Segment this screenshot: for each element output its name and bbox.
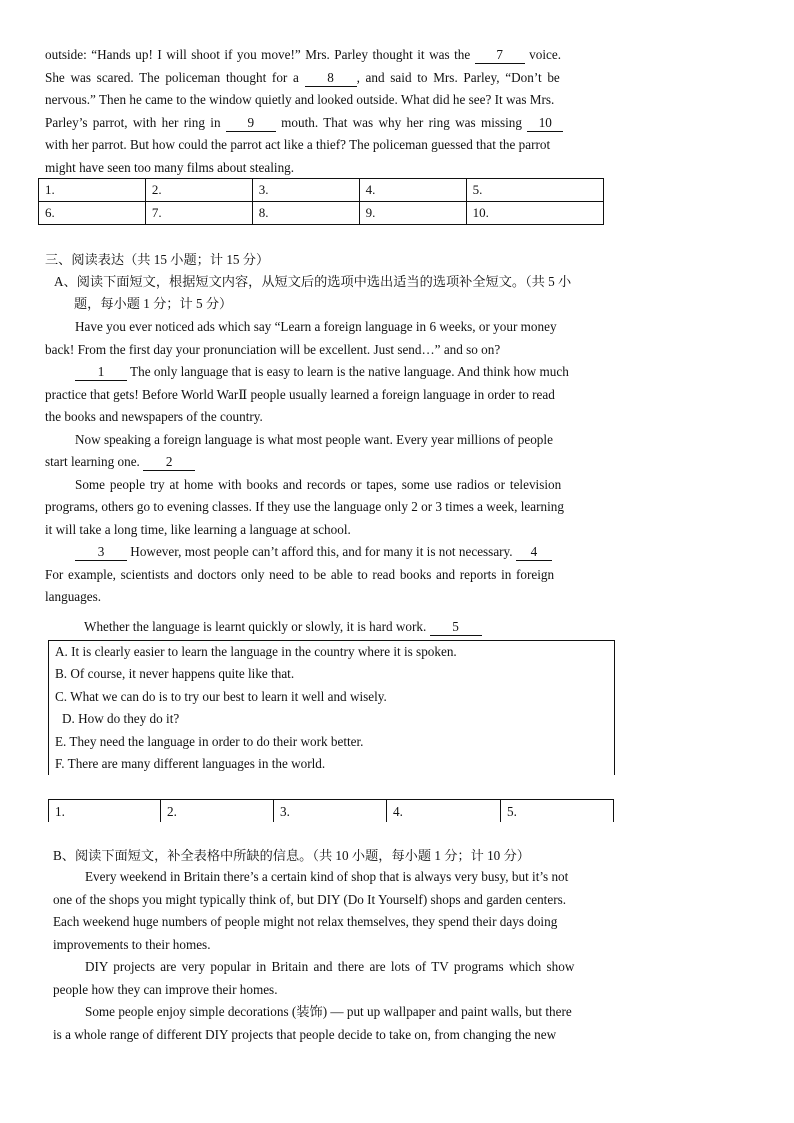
options-box xyxy=(48,640,615,775)
option-c: C. What we can do is to try our best to learn it well and wisely. xyxy=(55,689,387,704)
passage-line: practice that gets! Before World WarⅡ people usually learned a foreign language in order to read xyxy=(45,386,555,402)
passage-b xyxy=(53,866,651,1046)
passage-line: Now speaking a foreign language is what most people want. Every year millions of people xyxy=(75,431,553,447)
passage-line: Every weekend in Britain there’s a certain kind of shop that is always very busy, but it’s not xyxy=(85,869,569,884)
passage-line: improvements to their homes. xyxy=(53,936,211,952)
passage-end xyxy=(45,44,641,179)
answer-cell[interactable]: 2. xyxy=(160,800,272,822)
answer-cell[interactable]: 4. xyxy=(359,179,466,202)
blank-10[interactable]: 10 xyxy=(527,115,563,132)
passage-line: programs, others go to evening classes. If they use the language only 2 or 3 times a week, learning xyxy=(45,499,564,514)
passage-line: might have seen too many films about stealing. xyxy=(45,159,295,175)
passage-line: Each weekend huge numbers of people might not relax themselves, they spend their days doing xyxy=(53,914,558,929)
section-heading: 三、阅读表达（共 15 小题；计 15 分） xyxy=(45,252,270,267)
answer-table-1 xyxy=(38,178,604,225)
answer-cell[interactable]: 7. xyxy=(145,202,252,225)
blank-2[interactable]: 2 xyxy=(143,454,195,471)
option-e: E. They need the language in order to do their work better. xyxy=(55,734,364,749)
answer-cell[interactable]: 1. xyxy=(48,800,160,822)
passage-line: it will take a long time, like learning a language at school. xyxy=(45,521,351,537)
answer-cell[interactable]: 2. xyxy=(145,179,252,202)
answer-cell[interactable]: 3. xyxy=(273,800,385,822)
answer-cell[interactable]: 6. xyxy=(39,202,146,225)
passage-line: She was scared. The policeman thought for a 8 , and said to Mrs. Parley, “Don’t be xyxy=(45,69,560,85)
part-a-instruction-cont: 题，每小题 1 分；计 5 分） xyxy=(74,296,233,311)
passage-line: with her parrot. But how could the parrot act like a thief? The policeman guessed that the parrot xyxy=(45,137,551,152)
passage-line: For example, scientists and doctors only need to be able to read books and reports in foreign xyxy=(45,566,555,582)
passage-line: nervous.” Then he came to the window quietly and looked outside. What did he see? It was Mrs. xyxy=(45,92,555,107)
answer-cell[interactable]: 10. xyxy=(466,202,603,225)
part-a-instruction: A、阅读下面短文，根据短文内容，从短文后的选项中选出适当的选项补全短文。（共 5 小 xyxy=(54,274,572,289)
answer-table-2 xyxy=(48,799,614,822)
blank-7[interactable]: 7 xyxy=(475,47,525,64)
blank-4[interactable]: 4 xyxy=(516,544,552,561)
answer-cell[interactable]: 4. xyxy=(386,800,498,822)
blank-1[interactable]: 1 xyxy=(75,364,127,381)
passage-a xyxy=(45,316,641,609)
option-b: B. Of course, it never happens quite like that. xyxy=(55,666,295,681)
passage-line: back! From the first day your pronunciation will be excellent. Just send…” and so on? xyxy=(45,341,501,357)
blank-8[interactable]: 8 xyxy=(305,70,357,87)
passage-line: outside: “Hands up! I will shoot if you move!” Mrs. Parley thought it was the 7 voice. xyxy=(45,47,562,62)
passage-line: Some people try at home with books and records or tapes, some use radios or television xyxy=(75,476,562,492)
option-d: D. How do they do it? xyxy=(62,711,180,726)
answer-cell[interactable]: 5. xyxy=(466,179,603,202)
table-row xyxy=(39,179,604,202)
answer-cell[interactable]: 1. xyxy=(39,179,146,202)
answer-cell[interactable]: 8. xyxy=(252,202,359,225)
blank-3[interactable]: 3 xyxy=(75,544,127,561)
passage-line: is a whole range of different DIY projects that people decide to take on, from changing the new xyxy=(53,1026,557,1042)
blank-5[interactable]: 5 xyxy=(430,619,482,636)
passage-line: people how they can improve their homes. xyxy=(53,981,278,997)
passage-line: the books and newspapers of the country. xyxy=(45,409,263,424)
option-f: F. There are many different languages in the world. xyxy=(55,756,326,771)
passage-line: start learning one. 2 xyxy=(45,451,641,474)
passage-line: Some people enjoy simple decorations (装饰) — put up wallpaper and paint walls, but there xyxy=(85,1004,572,1019)
answer-cell[interactable]: 5. xyxy=(500,800,614,822)
passage-line: DIY projects are very popular in Britain and there are lots of TV programs which show xyxy=(85,959,575,974)
passage-line: 3 However, most people can’t afford this, and for many it is not necessary. 4 xyxy=(45,541,641,564)
passage-line: 1 The only language that is easy to learn is the native language. And think how much xyxy=(45,361,641,384)
option-a: A. It is clearly easier to learn the language in the country where it is spoken. xyxy=(55,644,457,659)
answer-cell[interactable]: 9. xyxy=(359,202,466,225)
answer-cell[interactable]: 3. xyxy=(252,179,359,202)
passage-line: Have you ever noticed ads which say “Learn a foreign language in 6 weeks, or your money xyxy=(75,319,557,334)
blank-9[interactable]: 9 xyxy=(226,115,276,132)
passage-line: Parley’s parrot, with her ring in 9 mouth. That was why her ring was missing 10 xyxy=(45,112,641,135)
table-row xyxy=(39,202,604,225)
passage-line: languages. xyxy=(45,589,102,604)
part-b-instruction: B、阅读下面短文，补全表格中所缺的信息。（共 10 小题，每小题 1 分；计 10 分） xyxy=(53,848,530,863)
passage-a-last-line: Whether the language is learnt quickly or slowly, it is hard work. 5 xyxy=(84,619,482,636)
passage-line: one of the shops you might typically think of, but DIY (Do It Yourself) shops and garden centers. xyxy=(53,891,567,907)
